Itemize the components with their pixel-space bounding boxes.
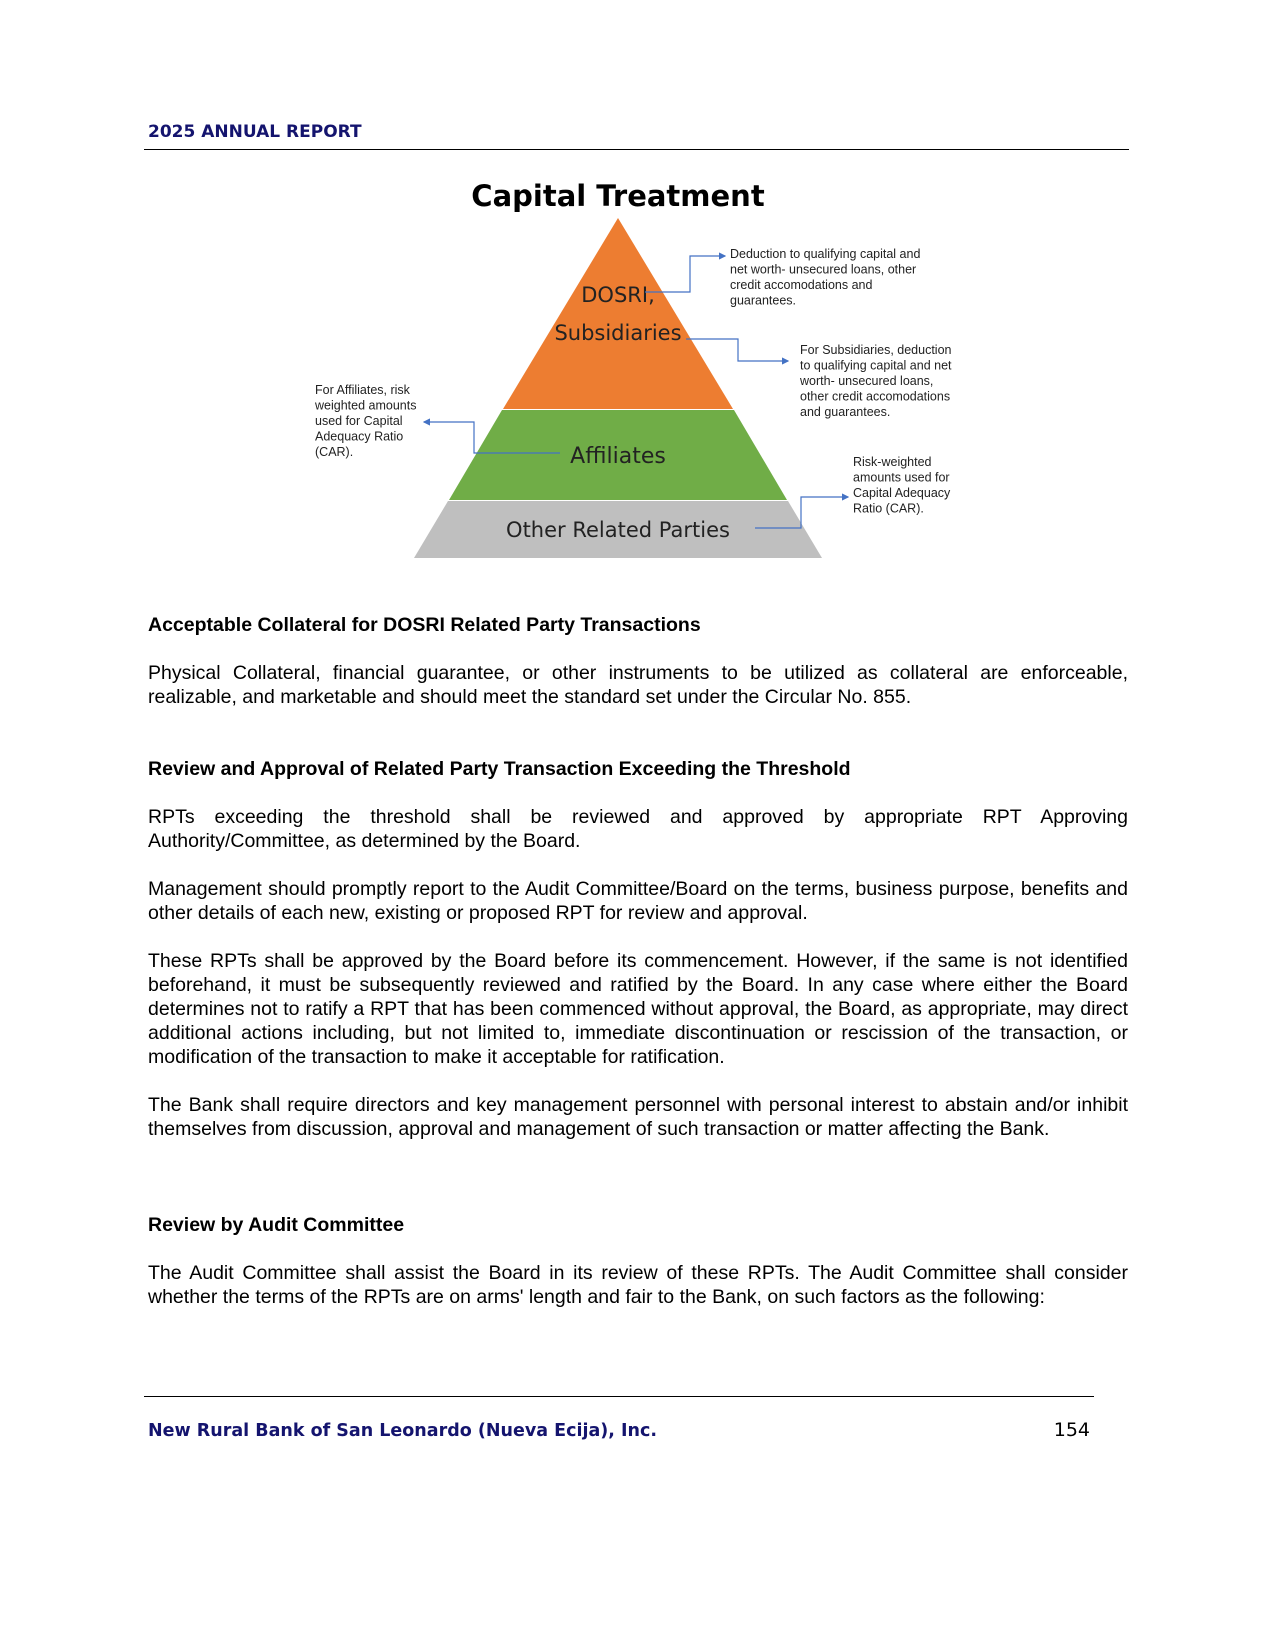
note-affiliates bbox=[314, 383, 416, 459]
note-line: to qualifying capital and net bbox=[800, 358, 952, 373]
note-line: For Subsidiaries, deduction bbox=[800, 343, 952, 357]
note-line: For Affiliates, risk bbox=[315, 383, 410, 397]
note-line: other credit accomodations bbox=[800, 389, 951, 404]
paragraph-acceptable-collateral: Physical Collateral, financial guarantee, or other instruments to be utilized as collateral are enforceable, realizable, and marketable and should meet the standard set under the Circular No. 855. bbox=[148, 662, 1128, 708]
footer-bank-name: New Rural Bank of San Leonardo (Nueva Ecija), Inc. bbox=[148, 1421, 657, 1441]
note-line: Ratio (CAR). bbox=[853, 501, 924, 516]
page-number: 154 bbox=[1053, 1419, 1090, 1441]
note-line: Adequacy Ratio bbox=[315, 429, 404, 444]
note-subsidiaries bbox=[799, 343, 952, 419]
note-line: Capital Adequacy bbox=[853, 486, 951, 500]
note-line: and guarantees. bbox=[800, 405, 891, 419]
paragraph-rpts-exceeding-threshold: RPTs exceeding the threshold shall be reviewed and approved by appropriate RPT Approving Authority/Committee, as determined by the Board. bbox=[148, 806, 1128, 852]
note-other-related-parties bbox=[853, 455, 951, 516]
tier-label-dosri: DOSRI, bbox=[581, 283, 655, 307]
note-line: guarantees. bbox=[730, 293, 797, 308]
report-header-title: 2025 ANNUAL REPORT bbox=[148, 122, 362, 142]
tier-label-subsidiaries: Subsidiaries bbox=[554, 321, 682, 345]
pyramid-tier-dosri-subsidiaries bbox=[503, 218, 733, 409]
note-line: used for Capital bbox=[315, 414, 403, 428]
note-line: worth- unsecured loans, bbox=[800, 374, 934, 388]
note-dosri bbox=[730, 247, 920, 308]
paragraph-management-report: Management should promptly report to the Audit Committee/Board on the terms, business purpose, benefits and other details of each new, existing or proposed RPT for review and approval. bbox=[148, 878, 1128, 924]
note-line: Deduction to qualifying capital and bbox=[730, 247, 921, 261]
capital-treatment-diagram bbox=[0, 0, 1275, 580]
section-heading-acceptable-collateral: Acceptable Collateral for DOSRI Related Party Transactions bbox=[148, 614, 701, 636]
paragraph-audit-committee: The Audit Committee shall assist the Board in its review of these RPTs. The Audit Committee shall consider whether the terms of the RPTs are on arms' length and fair to the Bank, on such factors as the following: bbox=[148, 1262, 1128, 1308]
tier-label-affiliates: Affiliates bbox=[570, 444, 666, 469]
footer-rule bbox=[144, 1396, 1094, 1397]
note-line: Risk-weighted bbox=[853, 455, 932, 469]
note-line: net worth- unsecured loans, other bbox=[730, 262, 917, 277]
section-heading-audit-committee: Review by Audit Committee bbox=[148, 1214, 405, 1236]
section-heading-review-approval: Review and Approval of Related Party Transaction Exceeding the Threshold bbox=[148, 758, 851, 780]
tier-label-other-related-parties: Other Related Parties bbox=[506, 518, 730, 542]
note-line: amounts used for bbox=[853, 470, 950, 485]
paragraph-board-approval: These RPTs shall be approved by the Board before its commencement. However, if the same is not identified beforehand, it must be subsequently reviewed and ratified by the Board. In any case where either the Board determines not to ratify a RPT that has been commenced without approval, the Board, as appropriate, may direct additional actions including, but not limited to, immediate discontinuation or rescission of the transaction, or modification of the transaction to make it acceptable for ratification. bbox=[148, 950, 1128, 1068]
paragraph-abstain: The Bank shall require directors and key management personnel with personal interest to abstain and/or inhibit themselves from discussion, approval and management of such transaction or matter affecting the Bank. bbox=[148, 1094, 1128, 1140]
note-line: (CAR). bbox=[315, 445, 354, 459]
diagram-title: Capital Treatment bbox=[471, 179, 765, 213]
note-line: weighted amounts bbox=[315, 398, 417, 413]
note-line: credit accomodations and bbox=[730, 278, 873, 292]
